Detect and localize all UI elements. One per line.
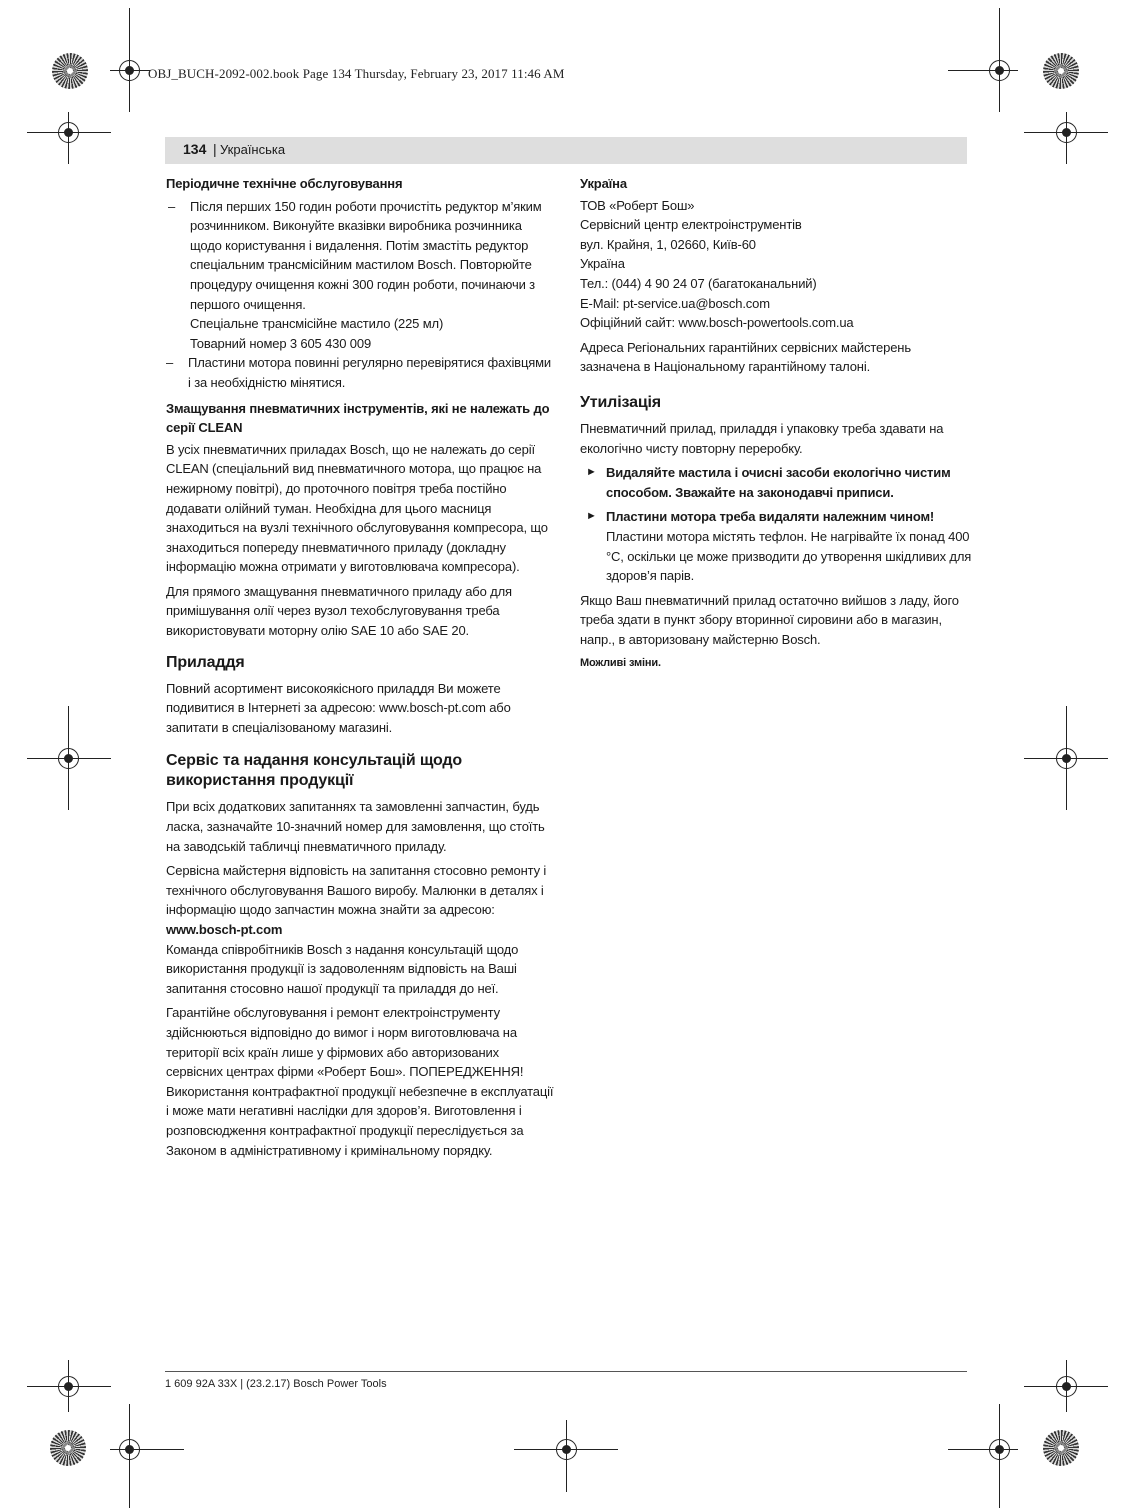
list-item bbox=[580, 463, 972, 502]
service-address bbox=[580, 196, 972, 333]
list-item bbox=[166, 353, 554, 392]
service-paragraph-3: Команда співробітників Bosch з надання консультацій щодо використання продукції із задоволенням відповість на Ваші запитання стосовно нашої продукції та приладдя до неї. bbox=[166, 941, 519, 996]
service-url: www.bosch-pt.com bbox=[166, 922, 283, 937]
page-footer: 1 609 92A 33X | (23.2.17) Bosch Power Tools bbox=[165, 1378, 387, 1390]
final-disposal-paragraph: Якщо Ваш пневматичний прилад остаточно вийшов з ладу, його треба здати в пункт збору вторинної сировини або в магазин, напр., в авторизовану майстерню Bosch. bbox=[580, 592, 959, 647]
website-line: Офіційний сайт: www.bosch-powertools.com.ua bbox=[580, 315, 854, 331]
address-line: вул. Крайня, 1, 02660, Київ-60 bbox=[580, 236, 756, 252]
regional-service-note: Адреса Регіональних гарантійних сервісних майстерень зазначена в Національному гарантійному талоні. bbox=[580, 339, 911, 375]
page-header-bar bbox=[165, 137, 967, 164]
service-paragraph-1: При всіх додаткових запитаннях та замовленні запчастин, будь ласка, зазначайте 10-значний номер для замовлення, що стоїть на заводській табличці пневматичного приладу. bbox=[166, 799, 545, 854]
address-line: Україна bbox=[580, 256, 625, 272]
country-heading: Україна bbox=[580, 176, 627, 191]
disposal-warning-2-detail: Пластини мотора містять тефлон. Не нагрівайте їх понад 400 °C, оскільки це може призводити до утворення шкідливих для здоров’я парів. bbox=[606, 528, 972, 584]
address-line: Сервісний центр електроінструментів bbox=[580, 217, 802, 233]
header-separator: | bbox=[213, 141, 217, 157]
header-language: Українська bbox=[220, 142, 286, 157]
list-item bbox=[580, 507, 972, 585]
page-number: 134 bbox=[183, 141, 207, 157]
color-rose-icon bbox=[50, 1430, 86, 1466]
lubrication-paragraph-1: В усіх пневматичних приладах Bosch, що не належать до серії CLEAN (спеціальний вид пневматичного мотора, що працює на нежирному повітрі), до проточного повітря треба постійно додавати олійний туман. Необхідна для цього масниця знаходиться на вузлі технічного обслуговування компресора, що знаходиться попереду пневматичного приладу (докладну інформацію можна отримати у виготовлювача компресора). bbox=[166, 441, 548, 575]
phone-line: Тел.: (044) 4 90 24 07 (багатоканальний) bbox=[580, 275, 817, 291]
service-heading: Сервіс та надання консультацій щодо використання продукції bbox=[166, 752, 463, 790]
changes-note: Можливі зміни. bbox=[580, 657, 661, 670]
print-slug-line: OBJ_BUCH-2092-002.book Page 134 Thursday, February 23, 2017 11:46 AM bbox=[148, 66, 565, 81]
email-line: E-Mail: pt-service.ua@bosch.com bbox=[580, 295, 770, 311]
color-rose-icon bbox=[52, 53, 88, 89]
disposal-warning-2: Пластини мотора треба видаляти належним чином! bbox=[606, 509, 935, 525]
arrow-bullet-icon: ► bbox=[586, 466, 597, 479]
disposal-heading: Утилізація bbox=[580, 393, 661, 411]
address-line: ТОВ «Роберт Бош» bbox=[580, 197, 695, 213]
lubrication-paragraph-2: Для прямого змащування пневматичного приладу або для примішування олії через вузол техобслуговування треба використовувати моторну олію SAE 10 або SAE 20. bbox=[166, 583, 512, 639]
dash-bullet: – bbox=[166, 355, 174, 371]
accessories-heading: Приладдя bbox=[166, 653, 245, 671]
right-column bbox=[580, 174, 972, 679]
accessories-paragraph: Повний асортимент високоякісного приладдя Ви можете подивитися в Інтернеті за адресою: www.bosch-pt.com або запитати в спеціалізованому магазині. bbox=[166, 680, 511, 735]
maintenance-step-2: Пластини мотора повинні регулярно перевірятися фахівцями і за необхідністю мінятися. bbox=[188, 355, 552, 390]
left-column bbox=[166, 174, 554, 1165]
service-paragraph-2: Сервісна майстерня відповість на запитання стосовно ремонту і технічного обслуговування Вашого виробу. Малюнки в деталях і інформацію щодо запчастин можна знайти за адресою: bbox=[166, 863, 547, 918]
disposal-warning-1: Видаляйте мастила і очисні засоби екологічно чистим способом. Зважайте на законодавчі приписи. bbox=[606, 465, 951, 500]
maintenance-step-1: Після перших 150 годин роботи прочистіть редуктор м’яким розчинником. Виконуйте вказівки виробника розчинника щодо користування і видалення. Потім змастіть редуктор спеціальним трансмісійним мастилом Bosch. Повторюйте процедуру очищення кожні 300 годин роботи, починаючи з першого очищення. bbox=[190, 198, 542, 312]
lubrication-heading: Змащування пневматичних інструментів, які не належать до серії CLEAN bbox=[166, 400, 550, 436]
color-rose-icon bbox=[1043, 53, 1079, 89]
arrow-bullet-icon: ► bbox=[586, 510, 597, 523]
dash-bullet: – bbox=[168, 198, 176, 214]
color-rose-icon bbox=[1043, 1430, 1079, 1466]
oil-name: Спеціальне трансмісійне мастило (225 мл) bbox=[190, 316, 444, 332]
maintenance-heading: Періодичне технічне обслуговування bbox=[166, 176, 403, 191]
oil-part-number: Товарний номер 3 605 430 009 bbox=[190, 335, 372, 351]
list-item bbox=[166, 197, 554, 354]
service-paragraph-4: Гарантійне обслуговування і ремонт електроінструменту здійснюються відповідно до вимог і норм виготовлювача на території всіх країн лише у фірмових або авторизованих сервісних центрах фірми «Роберт Бош». ПОПЕРЕДЖЕННЯ! Використання контрафактної продукції небезпечне в експлуатації і може мати негативні наслідки для здоров’я. Виготовлення і розповсюдження контрафактної продукції переслідується за Законом в адміністративному і кримінальному порядку. bbox=[166, 1005, 554, 1158]
footer-rule bbox=[165, 1371, 967, 1372]
disposal-paragraph: Пневматичний прилад, приладдя і упаковку треба здавати на екологічно чисту повторну переробку. bbox=[580, 420, 944, 456]
